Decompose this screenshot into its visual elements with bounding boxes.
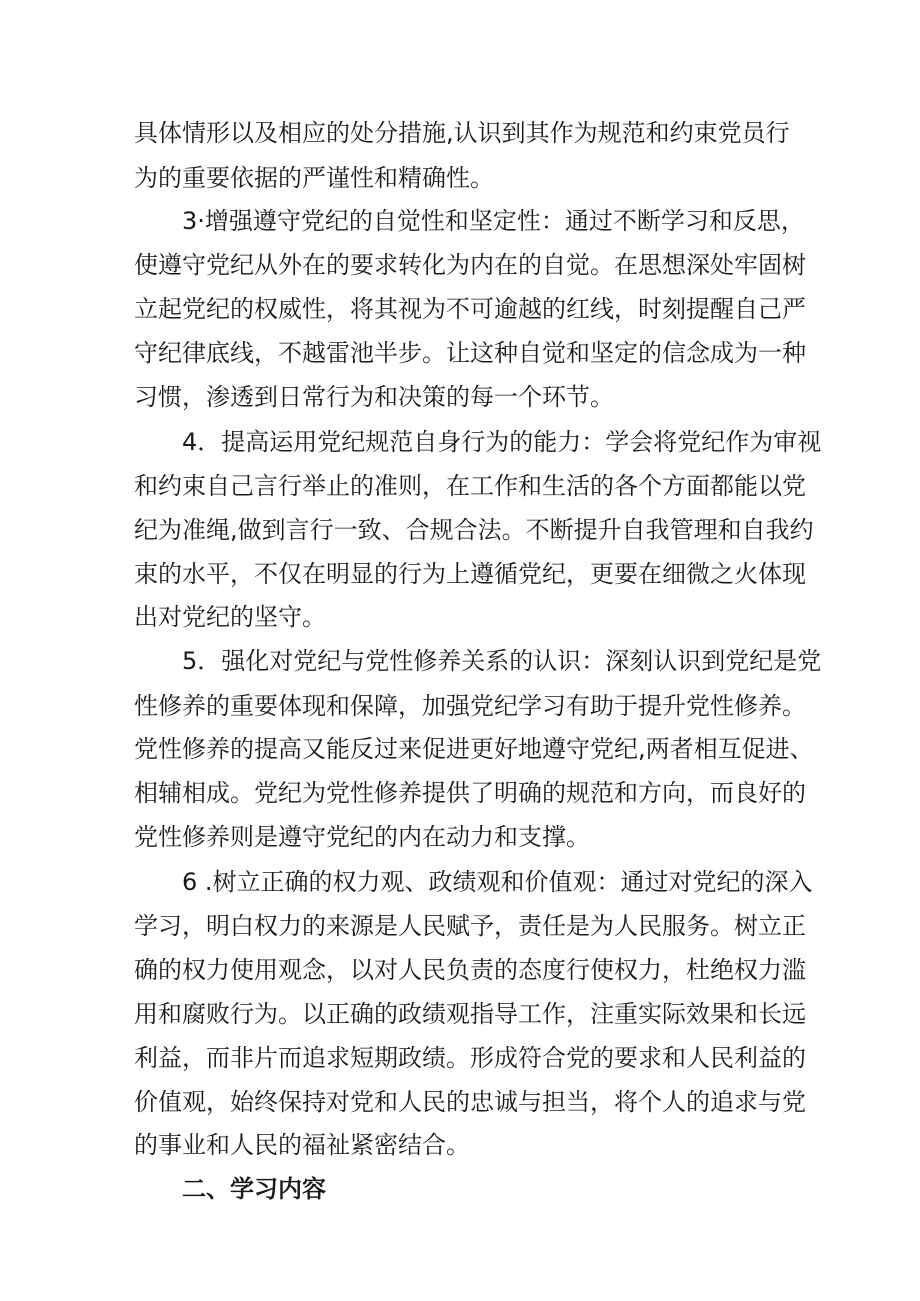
paragraph-line: 党性修养则是遵守党纪的内在动力和支撑。 xyxy=(134,823,590,851)
item-5-line: 5．强化对党纪与党性修养关系的认识：深刻认识到党纪是党 xyxy=(182,647,822,675)
paragraph-line: 用和腐败行为。以正确的政绩观指导工作，注重实际效果和长远 xyxy=(134,1000,806,1028)
paragraph-line: 立起党纪的权威性，将其视为不可逾越的红线，时刻提醒自己严 xyxy=(134,295,806,323)
paragraph-line: 确的权力使用观念，以对人民负责的态度行使权力，杜绝权力滥 xyxy=(134,956,806,984)
paragraph-line: 性修养的重要体现和保障，加强党纪学习有助于提升党性修养。 xyxy=(134,692,806,720)
item-3-line: 3·增强遵守党纪的自觉性和坚定性：通过不断学习和反思， xyxy=(182,207,805,235)
paragraph-line: 和约束自己言行举止的准则，在工作和生活的各个方面都能以党 xyxy=(134,472,806,500)
paragraph-line: 习惯，渗透到日常行为和决策的每一个环节。 xyxy=(134,383,614,411)
paragraph-line: 的事业和人民的福祉紧密结合。 xyxy=(134,1131,470,1159)
paragraph-line: 价值观，始终保持对党和人民的忠诚与担当，将个人的追求与党 xyxy=(134,1088,806,1116)
paragraph-line: 具体情形以及相应的处分措施,认识到其作为规范和约束党员行 xyxy=(134,119,790,147)
paragraph-line: 束的水平，不仅在明显的行为上遵循党纪，更要在细微之火体现 xyxy=(134,560,806,588)
paragraph-line: 出对党纪的坚守。 xyxy=(134,603,326,631)
paragraph-line: 学习，明白权力的来源是人民赋予，责任是为人民服务。树立正 xyxy=(134,912,806,940)
item-6-line: 6 .树立正确的权力观、政绩观和价值观：通过对党纪的深入 xyxy=(182,868,813,896)
paragraph-line: 利益，而非片而追求短期政绩。形成符合党的要求和人民利益的 xyxy=(134,1044,806,1072)
section-heading: 二、学习内容 xyxy=(182,1175,326,1203)
paragraph-line: 纪为准绳,做到言行一致、合规合法。不断提升自我管理和自我约 xyxy=(134,516,814,544)
paragraph-line: 使遵守党纪从外在的要求转化为内在的自觉。在思想深处牢固树 xyxy=(134,251,806,279)
paragraph-line: 守纪律底线，不越雷池半步。让这种自觉和坚定的信念成为一种 xyxy=(134,339,806,367)
item-4-line: 4．提高运用党纪规范自身行为的能力：学会将党纪作为审视 xyxy=(182,428,822,456)
paragraph-line: 党性修养的提高又能反过来促进更好地遵守党纪,两者相互促进、 xyxy=(134,735,814,763)
paragraph-line: 为的重要依据的严谨性和精确性。 xyxy=(134,164,494,192)
paragraph-line: 相辅相成。党纪为党性修养提供了明确的规范和方向，而良好的 xyxy=(134,779,806,807)
